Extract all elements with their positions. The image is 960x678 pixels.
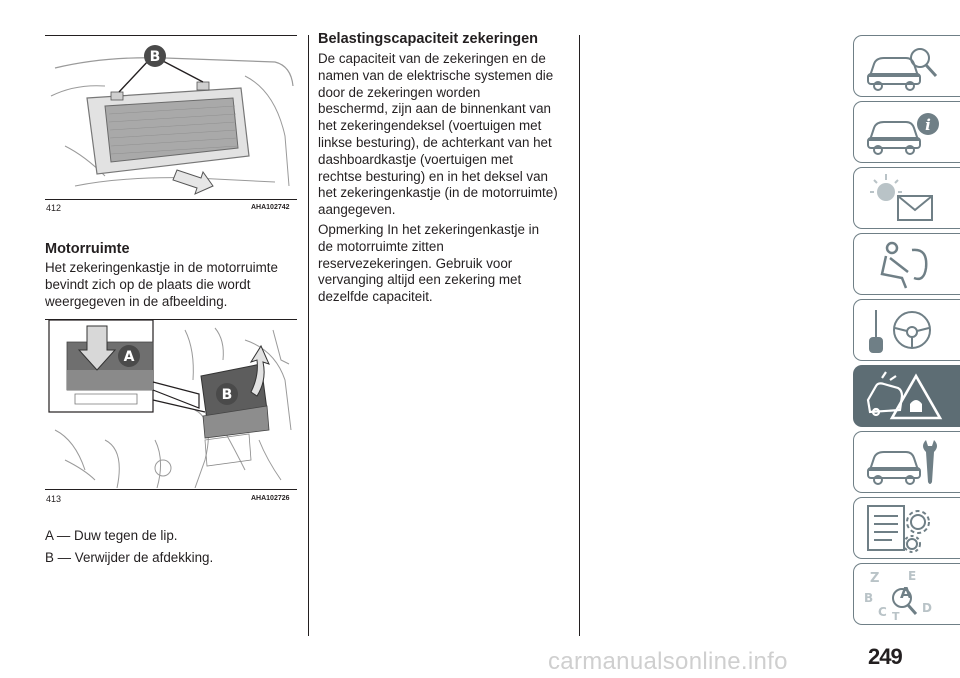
car-magnifier-icon <box>862 40 952 94</box>
tab-car-wrench[interactable] <box>853 431 960 493</box>
paragraph-line: linkse besturing), de achterkant van het <box>318 134 552 150</box>
figure-412-illustration <box>45 36 297 198</box>
figure-413-callout-a: A <box>123 349 135 365</box>
figure-413-callout-b: B <box>221 387 233 403</box>
intro-line: Het zekeringenkastje in de motorruimte <box>45 260 278 275</box>
checklist-gears-icon <box>862 502 952 556</box>
paragraph-line: het zekeringendeksel (voertuigen met <box>318 118 542 134</box>
key-steering-wheel-icon <box>862 304 952 358</box>
svg-text:Z: Z <box>870 571 880 586</box>
paragraph-line: dezelfde capaciteit. <box>318 289 433 305</box>
warning-light-message-icon <box>862 172 952 226</box>
column-divider-left <box>308 35 309 636</box>
figure-412-caption-rule <box>45 199 297 200</box>
paragraph-line: het zekeringenkastje (in de motorruimte) <box>318 185 558 201</box>
capacity-paragraph <box>318 51 558 219</box>
paragraph-line: De capaciteit van de zekeringen en de <box>318 51 546 66</box>
intro-line: bevindt zich op de plaats die wordt <box>45 276 251 292</box>
paragraph-line: beschermd, zijn aan de binnenkant van <box>318 101 552 117</box>
tab-warning-lights[interactable] <box>853 167 960 229</box>
figure-413-code: AHA102726 <box>251 495 290 502</box>
tab-car-magnifier[interactable] <box>853 35 960 97</box>
paragraph-line: vervanging altijd een zekering met <box>318 272 522 288</box>
paragraph-line: door de zekeringen worden <box>318 84 481 100</box>
paragraph-line: rechtse besturing) en in het deksel van <box>318 168 549 184</box>
legend-item-b: B — Verwijder de afdekking. <box>45 550 214 565</box>
svg-text:B: B <box>864 591 874 605</box>
svg-text:E: E <box>908 569 917 583</box>
car-wrench-icon <box>862 436 952 490</box>
paragraph-line: namen van de elektrische systemen die <box>318 67 554 83</box>
section-heading-motorruimte: Motorruimte <box>45 241 130 257</box>
note-paragraph <box>318 222 539 306</box>
watermark: carmanualsonline.info <box>548 648 788 675</box>
svg-text:D: D <box>922 601 932 615</box>
seat-airbag-icon <box>862 238 952 292</box>
paragraph-line: de motorruimte zitten <box>318 238 444 254</box>
tab-car-info[interactable] <box>853 101 960 163</box>
figure-413-illustration <box>45 320 297 488</box>
figure-412-code: AHA102742 <box>251 204 290 211</box>
figure-412-number: 412 <box>46 203 62 213</box>
car-info-icon <box>862 106 952 160</box>
paragraph-line: reservezekeringen. Gebruik voor <box>318 255 513 271</box>
intro-line: weergegeven in de afbeelding. <box>45 293 228 309</box>
section-heading-capacity: Belastingscapaciteit zekeringen <box>318 31 538 47</box>
figure-412-callout-b: B <box>149 49 161 65</box>
tab-key-steering[interactable] <box>853 299 960 361</box>
figure-413-number: 413 <box>46 494 62 504</box>
legend-item-a: A — Duw tegen de lip. <box>45 528 178 543</box>
tab-seat-airbag[interactable] <box>853 233 960 295</box>
paragraph-line: aangegeven. <box>318 202 396 218</box>
svg-text:T: T <box>892 610 900 622</box>
car-breakdown-triangle-icon <box>862 370 952 424</box>
figure-413-caption-rule <box>45 489 297 490</box>
tab-breakdown[interactable] <box>853 365 960 427</box>
svg-text:C: C <box>878 605 887 619</box>
page-number: 249 <box>868 644 902 669</box>
paragraph-line: dashboardkastje (voertuigen met <box>318 151 514 167</box>
legend-list <box>45 525 213 569</box>
paragraph-line: Opmerking In het zekeringenkastje in <box>318 222 540 237</box>
column-divider-right <box>579 35 580 636</box>
intro-paragraph <box>45 260 278 310</box>
tab-checklist-gears[interactable] <box>853 497 960 559</box>
svg-text:i: i <box>925 116 931 134</box>
tab-alphabet-index[interactable] <box>853 563 960 625</box>
svg-text:A: A <box>900 584 912 602</box>
alphabet-index-icon <box>862 568 952 622</box>
